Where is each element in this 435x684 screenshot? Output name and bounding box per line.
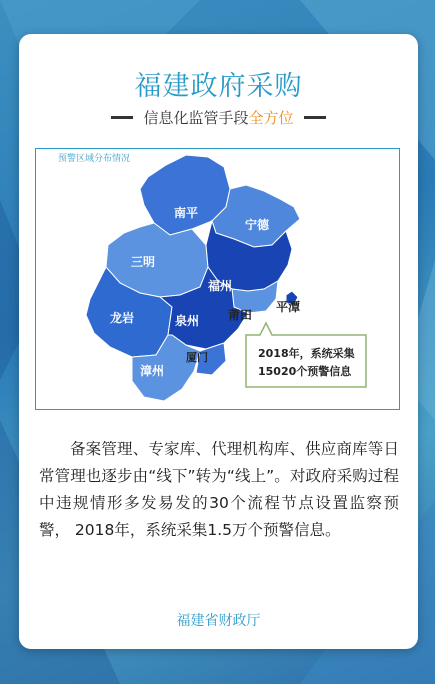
content-card — [19, 34, 418, 649]
dash-right — [304, 116, 326, 119]
label-fuzhou: 福州 — [208, 279, 233, 293]
callout-line-2: 15020个预警信息 — [258, 365, 352, 378]
label-xiamen: 厦门 — [186, 351, 208, 364]
callout-text — [258, 345, 355, 381]
label-quanzhou: 泉州 — [175, 314, 200, 328]
footer-credit: 福建省财政厅 — [176, 613, 261, 629]
map-caption: 预警区域分布情况 — [58, 154, 131, 164]
label-pingtan: 平潭 — [276, 300, 301, 314]
subtitle-prefix: 信息化监管手段 — [143, 108, 249, 127]
label-zhangzhou: 漳州 — [140, 364, 165, 378]
description-paragraph: 备案管理、专家库、代理机构库、供应商库等日常管理也逐步由“线下”转为“线上”。对政府采购过程中违规情形多发易发的30个流程节点设置监察预警， 2018年，系统采集1.5万个预警信息。 — [39, 440, 399, 539]
warning-map — [35, 148, 400, 410]
label-sanming: 三明 — [131, 255, 156, 269]
label-longyan: 龙岩 — [110, 311, 135, 325]
label-nanping: 南平 — [174, 206, 199, 220]
page-title: 福建政府采购 — [134, 71, 303, 102]
label-putian: 莆田 — [228, 308, 253, 322]
label-ningde: 宁德 — [245, 218, 270, 232]
subtitle-highlight: 全方位 — [248, 108, 294, 127]
dash-left — [111, 116, 133, 119]
callout-line-1: 2018年，系统采集 — [258, 347, 355, 360]
subtitle — [19, 106, 418, 128]
